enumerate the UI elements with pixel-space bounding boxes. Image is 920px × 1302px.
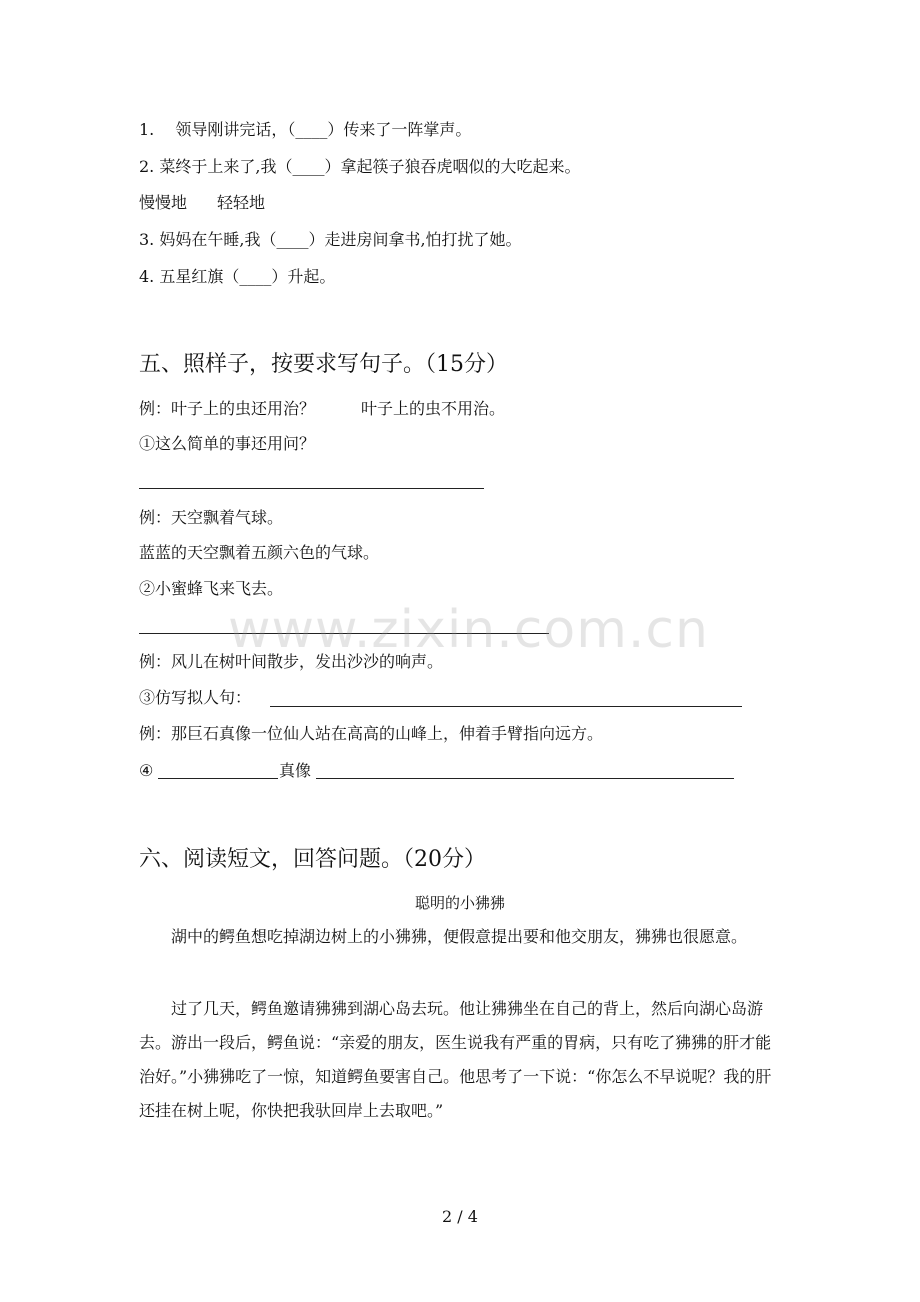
fill-in-question-3: 3. 妈妈在午睡,我（____）走进房间拿书,怕打扰了她。 [139,230,522,249]
passage-title: 聪明的小狒狒 [414,894,505,912]
example-4: 例：那巨石真像一位仙人站在高高的山峰上，伸着手臂指向远方。 [139,724,604,743]
fill-in-question-2: 2. 菜终于上来了,我（____）拿起筷子狼吞虎咽似的大吃起来。 [139,157,581,176]
option-slowly: 慢慢地 [139,193,188,212]
example-1 [139,399,505,419]
example-2-rewritten: 蓝蓝的天空飘着五颜六色的气球。 [139,543,380,562]
word-options [139,193,265,213]
fill-in-question-4: 4. 五星红旗（____）升起。 [139,267,336,286]
answer-line-1[interactable] [139,488,484,489]
question-3: ③仿写拟人句： [139,688,252,707]
answer-blank-4a[interactable] [158,778,278,779]
question-2: ②小蜜蜂飞来飞去。 [139,579,284,598]
passage-paragraph-1: 湖中的鳄鱼想吃掉湖边树上的小狒狒，便假意提出要和他交朋友，狒狒也很愿意。 [171,927,748,946]
example-1-rewritten: 叶子上的虫不用治。 [361,399,506,418]
example-2-original: 例：天空飘着气球。 [139,508,284,527]
option-gently: 轻轻地 [217,193,266,212]
example-3: 例：风儿在树叶间散步，发出沙沙的响声。 [139,652,444,671]
answer-blank-4b[interactable] [316,778,734,779]
watermark: www.zixin.com.cn [228,600,709,660]
answer-line-3[interactable] [270,706,742,707]
example-1-original: 例：叶子上的虫还用治？ [139,399,316,418]
section-5-heading: 五、照样子，按要求写句子。（15分） [139,352,508,377]
question-4 [139,761,153,781]
passage-paragraph-2: 过了几天，鳄鱼邀请狒狒到湖心岛去玩。他让狒狒坐在自己的背上，然后向湖心岛游去。游出一段后，鳄鱼说：“亲爱的朋友，医生说我有严重的胃病，只有吃了狒狒的肝才能治好。”小狒狒吃了一惊，知道鳄鱼要害自己。他思考了一下说：“你怎么不早说呢？我的肝还挂在树上呢，你快把我驮回岸上去取吧。” [139,999,772,1120]
fill-in-question-1: 1. 领导刚讲完话，（____）传来了一阵掌声。 [139,120,472,139]
question-1: ①这么简单的事还用问？ [139,434,316,453]
page-number: 2 / 4 [442,1207,478,1226]
section-6-heading: 六、阅读短文，回答问题。（20分） [139,847,486,872]
question-4-number: ④ [139,761,154,780]
question-4-keyword: 真像 [279,761,312,780]
